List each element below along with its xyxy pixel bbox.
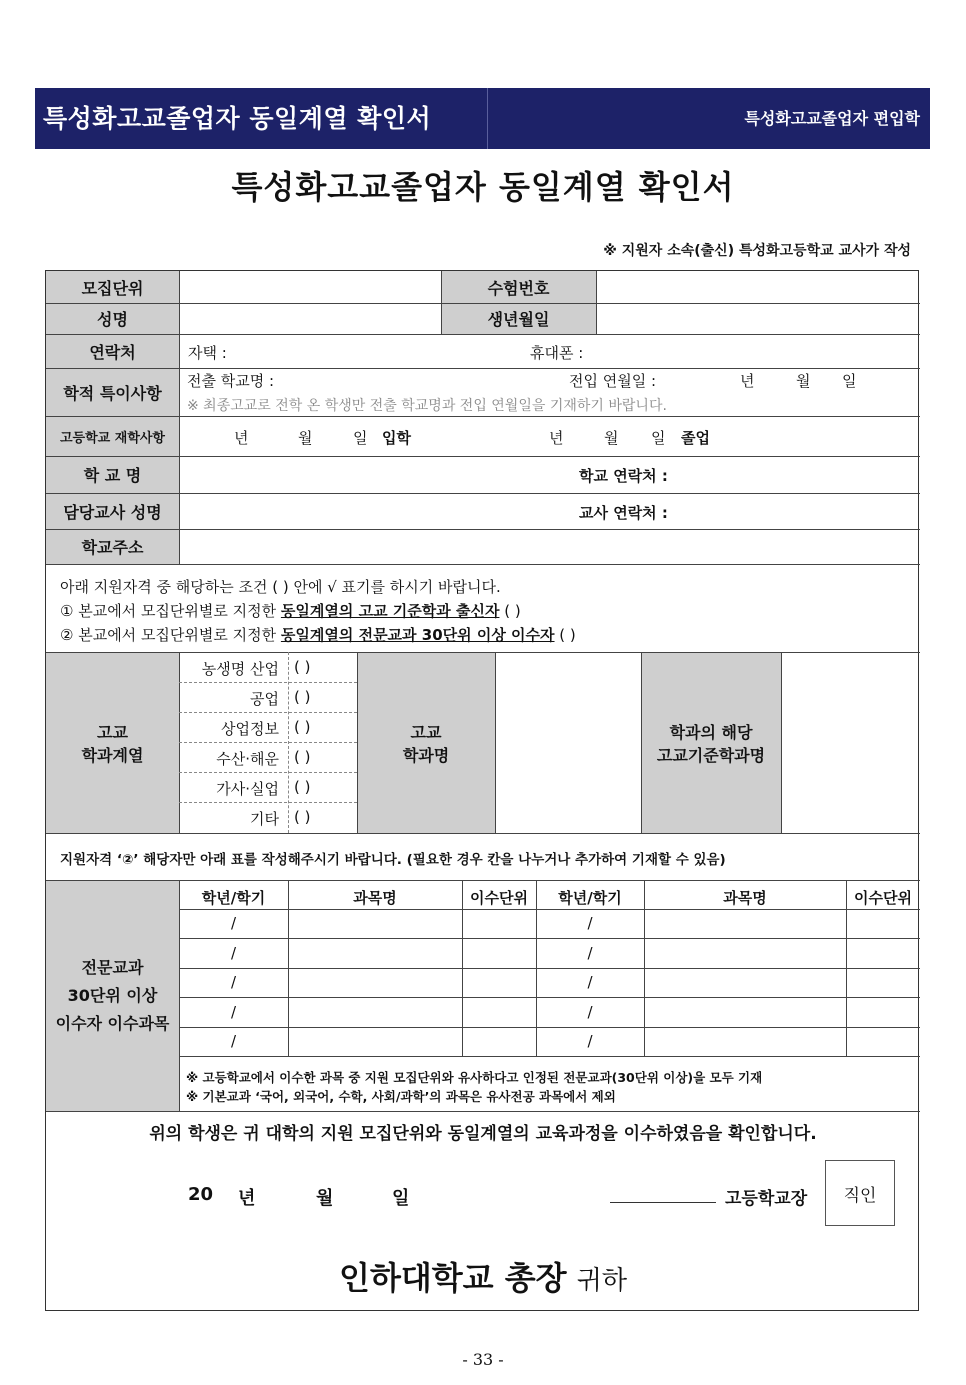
dept-checkbox-0[interactable]: ( ) — [294, 658, 311, 676]
grade-slash-0-1[interactable]: / — [587, 914, 593, 932]
admit-year: 년 — [234, 429, 249, 447]
header-banner — [35, 88, 930, 149]
label-academic-note: 학적 특이사항 — [46, 368, 179, 416]
confirm-statement: 위의 학생은 귀 대학의 지원 모집단위와 동일계열의 교육과정을 이수하였음을 확인합니다. — [149, 1124, 817, 1144]
grade-slash-1-1[interactable]: / — [587, 943, 593, 962]
academic-hint: ※ 최종고교로 전학 온 학생만 전출 학교명과 전입 연월일을 기재하기 바랍니다. — [187, 398, 667, 414]
label-teacher-name: 담당교사 성명 — [46, 493, 179, 529]
confirm-year-prefix: 20 — [188, 1184, 214, 1205]
label-contact: 연락처 — [46, 334, 179, 368]
confirm-year: 년 — [238, 1188, 256, 1209]
transfer-year: 년 — [740, 372, 755, 390]
condition-1: ① 본교에서 모집단위별로 지정한 동일계열의 고교 기준학과 출신자 ( ) — [60, 602, 521, 620]
label-recruit-unit: 모집단위 — [46, 271, 179, 303]
grade-slash-3-0[interactable]: / — [230, 1002, 237, 1021]
seal-box: 직인 — [825, 1160, 895, 1226]
confirmation-form — [45, 270, 919, 1311]
label-subjects: 전문교과 30단위 이상 이수자 이수과목 — [46, 880, 179, 1111]
grade-slash-3-1[interactable]: / — [587, 1002, 593, 1021]
admit-label: 입학 — [382, 429, 411, 447]
label-exam-number: 수험번호 — [441, 271, 596, 303]
transfer-school-label: 전출 학교명 : — [187, 372, 275, 390]
graduate-label: 졸업 — [681, 429, 710, 447]
condition-2: ② 본교에서 모집단위별로 지정한 동일계열의 전문교과 30단위 이상 이수자 ( ) — [60, 626, 576, 644]
dept-checkbox-5[interactable]: ( ) — [294, 808, 311, 826]
banner-title: 특성화고교졸업자 동일계열 확인서 — [43, 104, 432, 133]
teacher-contact-label: 교사 연락처 : — [579, 504, 668, 522]
admit-day: 일 — [353, 429, 368, 447]
transfer-date-label: 전입 연월일 : — [569, 372, 657, 390]
dept-category-4: 가사·실업 — [216, 780, 279, 798]
signature-line — [610, 1202, 716, 1203]
header-subject-1: 과목명 — [353, 889, 397, 907]
dept-category-5: 기타 — [250, 810, 279, 828]
grade-slash-0-0[interactable]: / — [230, 914, 237, 932]
subjects-note-2: ※ 기본교과 ‘국어, 외국어, 수학, 사회/과학’의 과목은 유사전공 과목에서 제외 — [186, 1089, 616, 1104]
principal-label: 고등학교장 — [725, 1189, 808, 1209]
header-subject-2: 과목명 — [723, 889, 767, 907]
transfer-month: 월 — [796, 372, 811, 390]
graduate-day: 일 — [651, 429, 666, 447]
header-units-1: 이수단위 — [470, 889, 528, 907]
label-birth: 생년월일 — [441, 303, 596, 334]
dept-checkbox-3[interactable]: ( ) — [294, 748, 311, 766]
banner-category: 특성화고교졸업자 편입학 — [744, 109, 920, 128]
page-number: - 33 - — [462, 1350, 504, 1369]
banner-divider — [487, 88, 488, 149]
confirm-month: 월 — [316, 1188, 334, 1209]
home-phone-label: 자택 : — [188, 344, 227, 362]
header-units-2: 이수단위 — [854, 889, 912, 907]
dept-checkbox-2[interactable]: ( ) — [294, 718, 311, 736]
dept-checkbox-1[interactable]: ( ) — [294, 688, 311, 706]
label-school-address: 학교주소 — [46, 529, 179, 564]
grade-slash-1-0[interactable]: / — [230, 943, 237, 962]
label-dept-name: 고교 학과명 — [357, 652, 495, 833]
dept-category-2: 상업정보 — [221, 720, 279, 738]
subjects-instruction: 지원자격 ‘②’ 해당자만 아래 표를 작성해주시기 바랍니다. (필요한 경우 칸을 나누거나 추가하여 기재할 수 있음) — [60, 852, 726, 868]
label-school-name: 학 교 명 — [46, 456, 179, 493]
grade-slash-4-0[interactable]: / — [230, 1032, 237, 1050]
dept-checkbox-4[interactable]: ( ) — [294, 778, 311, 796]
dept-category-1: 공업 — [250, 690, 279, 708]
mobile-label: 휴대폰 : — [530, 344, 584, 362]
graduate-month: 월 — [604, 429, 619, 447]
label-name: 성명 — [46, 303, 179, 334]
admit-month: 월 — [298, 429, 313, 447]
dept-category-3: 수산·해운 — [216, 750, 279, 768]
graduate-year: 년 — [549, 429, 564, 447]
label-dept-category: 고교 학과계열 — [46, 652, 179, 833]
grade-slash-2-0[interactable]: / — [230, 973, 237, 991]
confirm-day: 일 — [392, 1188, 410, 1209]
header-grade-2: 학년/학기 — [558, 889, 622, 907]
grade-slash-2-1[interactable]: / — [587, 973, 593, 991]
conditions-intro: 아래 지원자격 중 해당하는 조건 ( ) 안에 √ 표기를 하시기 바랍니다. — [60, 578, 501, 596]
addressee: 인하대학교 총장 귀하 — [339, 1259, 627, 1297]
document-title: 특성화고교졸업자 동일계열 확인서 — [231, 168, 735, 206]
subjects-note-1: ※ 고등학교에서 이수한 과목 중 지원 모집단위와 유사하다고 인정된 전문교과(30단위 이상)을 모두 기재 — [186, 1070, 763, 1085]
grade-slash-4-1[interactable]: / — [587, 1032, 593, 1050]
transfer-day: 일 — [842, 372, 857, 390]
label-enrollment: 고등학교 재학사항 — [46, 416, 179, 456]
label-standard-dept: 학과의 해당 고교기준학과명 — [641, 652, 781, 833]
dept-category-0: 농생명 산업 — [201, 660, 279, 678]
author-note: ※ 지원자 소속(출신) 특성화고등학교 교사가 작성 — [603, 243, 911, 259]
header-grade-1: 학년/학기 — [201, 889, 266, 907]
school-contact-label: 학교 연락처 : — [579, 467, 668, 485]
